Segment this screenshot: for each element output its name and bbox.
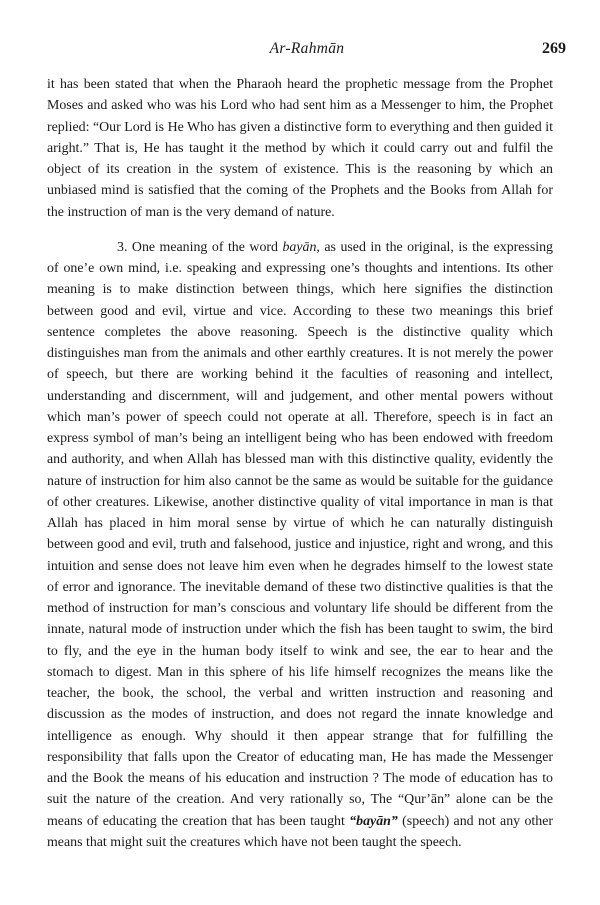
paragraph-2-lead: 3. One meaning of the word <box>117 239 283 255</box>
page-number: 269 <box>542 40 566 57</box>
paragraph-2-text-b: (speech) and not any other means that might suit the creatures which have not been taught the speech. <box>47 813 554 850</box>
running-title: Ar-Rahmān <box>269 40 345 57</box>
paragraph-1: it has been stated that when the Pharaoh heard the prophetic message from the Prophet Moses and asked who was his Lord who had sent him as a Messenger to him, the Prophet replied: “Our Lord is He Who has given a distinctive form to everything and then guided it aright.” That is, He has taught it the method by which it could carry out and fulfil the object of its creation in the system of existence. This is the reasoning by which an unbiased mind is satisfied that the coming of the Prophets and the Books from Allah for the instruction of man is the very demand of nature. <box>47 77 553 220</box>
page-header <box>48 40 566 66</box>
quoted-term-bayan: “bayān” <box>349 813 398 829</box>
body-text <box>47 74 553 853</box>
paragraph-2-text-a: , as used in the original, is the expressing of one’e own mind, i.e. speaking and expressing one’s thoughts and intentions. Its other meaning is to make distinction between things, which here signifies the distinction between good and evil, virtue and vice. According to these two meanings this brief sentence completes the above reasoning. Speech is the distinctive quality which distinguishes man from the animals and other earthly creatures. It is not merely the power of speech, but there are working behind it the faculties of reasoning and intellect, understanding and discernment, will and judgement, and other mental powers without which man’s power of speech could not operate at all. Therefore, speech is in fact an express symbol of man’s being an intelligent being who has been endowed with freedom and authority, and when Allah has blessed man with this distinctive quality, evidently the nature of instruction for him also cannot be the same as would be suitable for the guidance of other creatures. Likewise, another distinctive quality of vital importance in man is that Allah has placed in him moral sense by virtue of which he can naturally distinguish between good and evil, truth and falsehood, justice and injustice, right and wrong, and this intuition and sense does not leave him even when he degrades himself to the lowest state of error and ignorance. The inevitable demand of these two distinctive qualities is that the method of instruction for man’s conscious and voluntary life should be different from the innate, natural mode of instruction under which the fish has been taught to swim, the bird to fly, and the eye in the human body itself to wink and see, the ear to hear and the stomach to digest. Man in this sphere of his life himself recognizes the means like the teacher, the book, the school, the verbal and written instruction and reasoning and discussion as the modes of instruction, and does not regard the innate knowledge and intelligence as enough. Why should it then appear strange that for fulfilling the responsibility that falls upon the Creator of educating man, He has made the Messenger and the Book the means of his education and instruction ? The mode of education has to suit the nature of the creation. And very rationally so, The “Qur’ān” alone can be the means of educating the creation that has been taught <box>47 239 553 829</box>
paragraph-2 <box>47 237 553 853</box>
term-bayan: bayān <box>282 239 317 255</box>
